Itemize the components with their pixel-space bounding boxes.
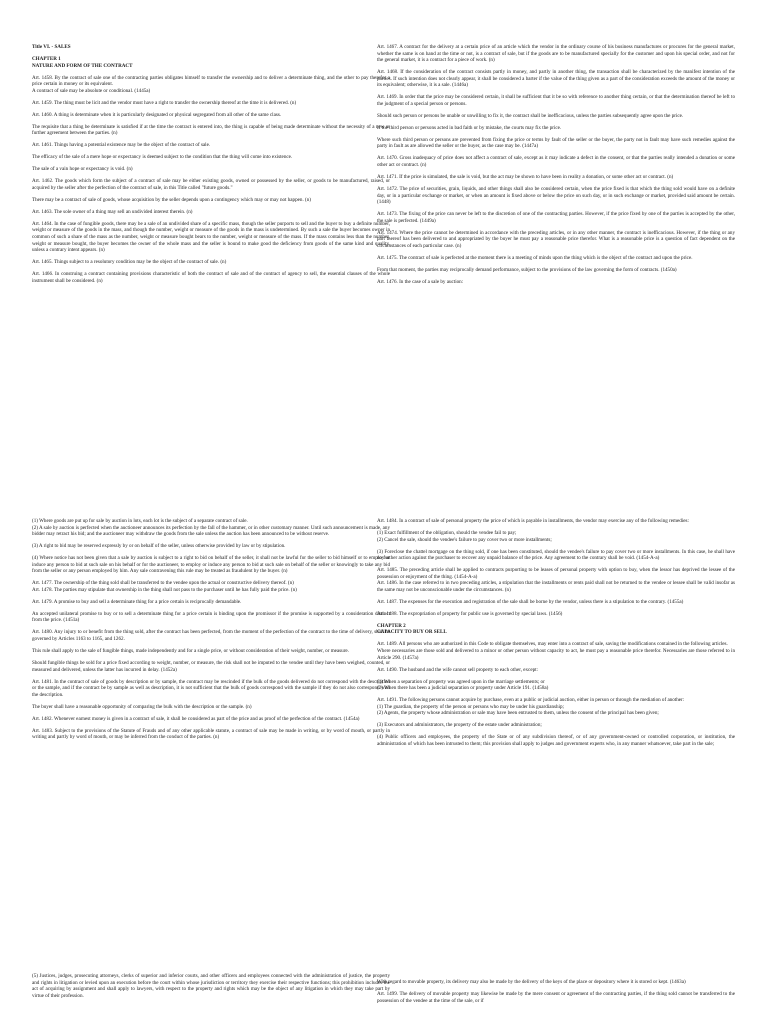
- paragraph: Where such third person or persons are prevented from fixing the price or terms by fault of the seller or the buyer, the party not in fault may have such remedies against the party in fault as are allowed the seller or the buyer, as the case may be. (1447a): [377, 136, 735, 150]
- top-right-column: [377, 44, 735, 291]
- paragraph: Should such person or persons be unable or unwilling to fix it, the contract shall be inefficacious, unless the parties subsequently agree upon the price.: [377, 112, 684, 119]
- paragraph: Art. 1464. In the case of fungible goods, there may be a sale of an undivided share of a specific mass, though the seller purports to sell and the buyer to buy a definite number, weight or measure of the goods in the mass, and though the number, weight or measure of the goods in the mass is undetermined. By such a sale the buyer becomes owner in common of such a share of the mass as the number, weight or measure bought bears to the number, weight or measure of the mass. If the mass contains less than the number, weight or measure bought, the buyer becomes the owner of the whole mass and the seller is bound to make good the deficiency from goods of the same kind and quality, unless a contrary intent appears. (n): [32, 220, 390, 254]
- paragraph: Art. 1491. The following persons cannot acquire by purchase, even at a public or judicial auction, either in person or through the mediation of another: (1) The guardian, the property of the person or persons who may be under his guardianship; (2) Agents, the property whose administration or sale may have been entrusted to them, unless the consent of the principal has been given;: [377, 697, 685, 717]
- middle-right-column: [377, 518, 735, 753]
- paragraph: Art. 1481. In the contract of sale of goods by description or by sample, the contract may be rescinded if the bulk of the goods delivered do not correspond with the description or the sample, and if the contract be by sample as well as description, it is not sufficient that the bulk of goods correspond with the sample if they do not also correspond with the description.: [32, 678, 390, 698]
- paragraph: Art. 1476. In the case of a sale by auction:: [377, 278, 464, 285]
- paragraph: Art. 1488. The expropriation of property for public use is governed by special laws. (1456): [377, 610, 563, 617]
- paragraph: Should fungible things be sold for a price fixed according to weight, number, or measure, the risk shall not be imputed to the vendee until they have been weighed, counted, or measured and delivered, unless the latter has incurred in delay. (1452a): [32, 660, 390, 673]
- paragraph: Art. 1487. The expenses for the execution and registration of the sale shall be borne by the vendor, unless there is a stipulation to the contrary. (1455a): [377, 598, 684, 605]
- paragraph: (1) Where goods are put up for sale by auction in lots, each lot is the subject of a separate contract of sale. (2) A sale by auction is perfected when the auctioneer announces its perfection by the fall of the hammer, or in other customary manner. Until such announcement is made, any bidder may retract his bid; and the auctioneer may withdraw the goods from the sale unless the auction has been announced to be without reserve.: [32, 518, 390, 538]
- chapter-heading: CHAPTER 2 CAPACITY TO BUY OR SELL: [377, 622, 447, 636]
- chapter-heading: CHAPTER 1 NATURE AND FORM OF THE CONTRACT: [32, 55, 133, 69]
- paragraph: (1) When a separation of property was agreed upon in the marriage settlements; or (2) When there has been a judicial separation or property under Article 191. (1458a): [377, 678, 549, 692]
- paragraph: Art. 1458. By the contract of sale one of the contracting parties obligates himself to transfer the ownership and to deliver a determinate thing, and the other to pay therefor a price certain in money or its equivalent. A contract of sale may be absolute or conditional. (1445a): [32, 74, 390, 94]
- paragraph: Art. 1479. A promise to buy and sell a determinate thing for a price certain is reciprocally demandable.: [32, 598, 242, 605]
- paragraph: Art. 1462. The goods which form the subject of a contract of sale may be either existing goods, owned or possessed by the seller, or goods to be manufactured, raised, or acquired by the seller after the perfection of the contract of sale, in this Title called "future goods.": [32, 178, 390, 191]
- paragraph: (3) Executors and administrators, the property of the estate under administration;: [377, 722, 542, 729]
- paragraph: Art. 1489. All persons who are authorized in this Code to obligate themselves, may enter into a contract of sale, saving the modifications contained in the following articles. Where necessaries are those sold and delivered to a minor or other person without capacity to act, he must pay a reasonable price therefor. Necessaries are those referred to in Article 290. (1457a): [377, 641, 735, 661]
- paragraph: If the third person or persons acted in bad faith or by mistake, the courts may fix the price.: [377, 124, 562, 131]
- paragraph: Art. 1475. The contract of sale is perfected at the moment there is a meeting of minds upon the thing which is the object of the contract and upon the price.: [377, 254, 693, 261]
- paragraph: Art. 1467. A contract for the delivery at a certain price of an article which the vendor in the ordinary course of his business manufactures or procures for the general market, whether the same is on hand at the time or not, is a contract of sale, but if the goods are to be manufactured specially for the customer and upon his special order, and not for the general market, it is a contract for a piece of work. (n): [377, 44, 735, 64]
- paragraph: From that moment, the parties may reciprocally demand performance, subject to the provisions of the law governing the form of contracts. (1450a): [377, 266, 677, 273]
- paragraph: Art. 1471. If the price is simulated, the sale is void, but the act may be shown to have been in reality a donation, or some other act or contract. (n): [377, 174, 674, 181]
- paragraph: Art. 1480. Any injury to or benefit from the thing sold, after the contract has been perfected, from the moment of the perfection of the contract to the time of delivery, shall be governed by Articles 1163 to 1165, and 1262.: [32, 629, 390, 643]
- paragraph: Art. 1461. Things having a potential existence may be the object of the contract of sale.: [32, 142, 211, 149]
- paragraph: Art. 1477. The ownership of the thing sold shall be transferred to the vendee upon the actual or constructive delivery thereof. (n) Art. 1478. The parties may stipulate that ownership in the thing shall not pass to the purchaser until he has fully paid the price. (n): [32, 580, 297, 593]
- middle-left-column: [32, 518, 390, 746]
- top-left-column: [32, 44, 390, 290]
- paragraph: Art. 1472. The price of securities, grain, liquids, and other things shall also be considered certain, when the price fixed is that which the thing sold would have on a definite day, or in a particular exchange or market, or when an amount is fixed above or below the price on such day, or in such exchange or market, provided said amount be certain. (1448): [377, 186, 735, 206]
- bottom-right-column: [377, 979, 735, 1010]
- paragraph: An accepted unilateral promise to buy or to sell a determinate thing for a price certain is binding upon the promissor if the promise is supported by a consideration distinct from the price. (1451a): [32, 610, 390, 624]
- bottom-left-column: [32, 973, 390, 1005]
- paragraph: The buyer shall have a reasonable opportunity of comparing the bulk with the description or the sample. (n): [32, 703, 252, 710]
- paragraph: Art. 1468. If the consideration of the contract consists partly in money, and partly in another thing, the transaction shall be characterized by the manifest intention of the parties. If such intention does not clearly appear, it shall be considered a barter if the value of the thing given as a part of the consideration exceeds the amount of the money or its equivalent; otherwise, it is a sale. (1446a): [377, 69, 735, 89]
- paragraph: The requisite that a thing be determinate is satisfied if at the time the contract is entered into, the thing is capable of being made determinate without the necessity of a new or further agreement between the parties. (n): [32, 123, 390, 137]
- paragraph: (3) Foreclose the chattel mortgage on the thing sold, if one has been constituted, should the vendee's failure to pay cover two or more installments. In this case, he shall have no further action against the purchaser to recover any unpaid balance of the price. Any agreement to the contrary shall be void. (1454-A-a): [377, 548, 735, 562]
- paragraph: (3) A right to bid may be reserved expressly by or on behalf of the seller, unless otherwise provided by law or by stipulation.: [32, 543, 286, 550]
- paragraph: Art. 1465. Things subject to a resolutory condition may be the object of the contract of sale. (n): [32, 259, 227, 266]
- paragraph: This rule shall apply to the sale of fungible things, made independently and for a single price, or without consideration of their weight, number, or measure.: [32, 648, 349, 655]
- paragraph: (4) Where notice has not been given that a sale by auction is subject to a right to bid on behalf of the seller, it shall not be lawful for the seller to bid himself or to employ or induce any person to bid at such sale on his behalf or for the auctioneer, to employ or induce any person to bid at such sale on behalf of the seller or knowingly to take any bid from the seller or any person employed by him. Any sale contravening this rule may be treated as fraudulent by the buyer. (n): [32, 555, 390, 575]
- paragraph: Art. 1482. Whenever earnest money is given in a contract of sale, it shall be considered as part of the price and as proof of the perfection of the contract. (1454a): [32, 715, 360, 722]
- paragraph: Art. 1490. The husband and the wife cannot sell property to each other, except:: [377, 666, 538, 673]
- paragraph: (5) Justices, judges, prosecuting attorneys, clerks of superior and inferior courts, and other officers and employees connected with the administration of justice, the property and rights in litigation or levied upon an execution before the court within whose jurisdiction or territory they exercise their respective functions; this prohibition includes the act of acquiring by assignment and shall apply to lawyers, with respect to the property and rights which may be the object of any litigation in which they may take part by virtue of their profession.: [32, 973, 390, 999]
- paragraph: (1) Exact fulfillment of the obligation, should the vendee fail to pay; (2) Cancel the sale, should the vendee's failure to pay cover two or more installments;: [377, 529, 552, 543]
- paragraph: Art. 1463. The sole owner of a thing may sell an undivided interest therein. (n): [32, 208, 193, 215]
- paragraph: Art. 1470. Gross inadequacy of price does not affect a contract of sale, except as it may indicate a defect in the consent, or that the parties really intended a donation or some other act or contract. (n): [377, 155, 735, 169]
- paragraph: Art. 1483. Subject to the provisions of the Statute of Frauds and of any other applicable statute, a contract of sale may be made in writing, or by word of mouth, or partly in writing and partly by word of mouth, or may be inferred from the conduct of the parties. (n): [32, 727, 390, 741]
- paragraph: Art. 1499. The delivery of movable property may likewise be made by the mere consent or agreement of the contracting parties, if the thing sold cannot be transferred to the possession of the vendee at the time of the sale, or if: [377, 990, 735, 1004]
- paragraph: Art. 1485. The preceding article shall be applied to contracts purporting to be leases of personal property with option to buy, when the lessor has deprived the lessee of the possession or enjoyment of the thing. (1454-A-a) Art. 1486. In the case referred to in two preceding articles, a stipulation that the installments or rents paid shall not be returned to the vendee or lessee shall be valid insofar as the same may not be unconscionable under the circumstances. (n): [377, 567, 735, 593]
- paragraph: Art. 1469. In order that the price may be considered certain, it shall be sufficient that it be so with reference to another thing certain, or that the determination thereof be left to the judgment of a special person or persons.: [377, 94, 735, 107]
- paragraph: Art. 1466. In construing a contract containing provisions characteristic of both the contract of sale and of the contract of agency to sell, the essential clauses of the whole instrument shall be considered. (n): [32, 271, 390, 284]
- paragraph: There may be a contract of sale of goods, whose acquisition by the seller depends upon a contingency which may or may not happen. (n): [32, 196, 311, 203]
- paragraph: (4) Public officers and employees, the property of the State or of any subdivision thereof, or of any government-owned or controlled corporation, or institution, the administration of which has been intrusted to them; this provision shall apply to judges and government experts who, in any manner whatsoever, take part in the sale;: [377, 734, 735, 747]
- paragraph: With regard to movable property, its delivery may also be made by the delivery of the keys of the place or depository where it is stored or kept. (1463a): [377, 979, 686, 985]
- title-heading: Title VI. - SALES: [32, 44, 71, 50]
- paragraph: Art. 1473. The fixing of the price can never be left to the discretion of one of the contracting parties. However, if the price fixed by one of the parties is accepted by the other, the sale is perfected. (1449a): [377, 211, 735, 224]
- paragraph: Art. 1460. A thing is determinate when it is particularly designated or physical segregated from all other of the same class.: [32, 111, 282, 118]
- paragraph: The sale of a vain hope or expectancy is void. (n): [32, 166, 133, 173]
- paragraph: Art. 1474. Where the price cannot be determined in accordance with the preceding articles, or in any other manner, the contract is inefficacious. However, if the thing or any part thereof has been delivered to and appropriated by the buyer he must pay a reasonable price therefor. What is a reasonable price is a question of fact dependent on the circumstances of each particular case. (n): [377, 229, 735, 249]
- paragraph: Art. 1484. In a contract of sale of personal property the price of which is payable in installments, the vendor may exercise any of the following remedies:: [377, 518, 689, 524]
- paragraph: Art. 1459. The thing must be licit and the vendor must have a right to transfer the ownership thereof at the time it is delivered. (n): [32, 99, 297, 106]
- paragraph: The efficacy of the sale of a mere hope or expectancy is deemed subject to the condition that the thing will come into existence.: [32, 154, 293, 161]
